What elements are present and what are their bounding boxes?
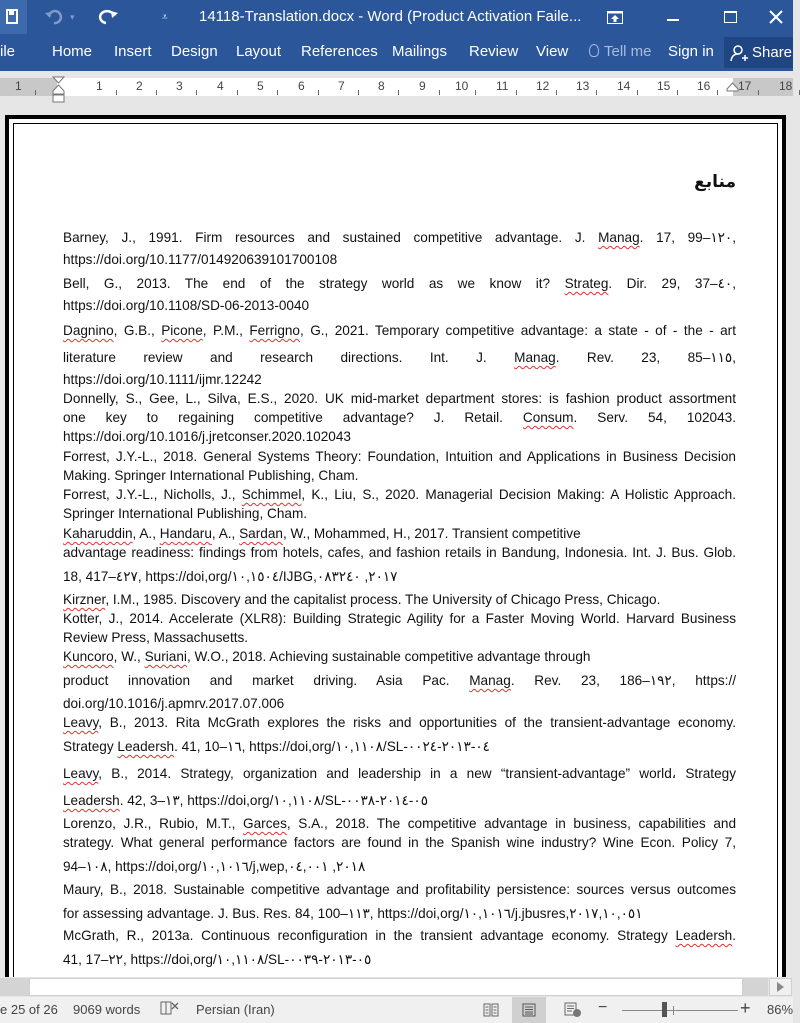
- text-run: . Rev. 23, 186–١٩٢, https://: [510, 673, 737, 688]
- text-run: , P.M.,: [202, 323, 250, 338]
- read-mode-icon: [483, 1003, 499, 1017]
- reference-line[interactable]: [63, 834, 736, 853]
- tell-me-box[interactable]: [589, 43, 652, 60]
- window-title: 14118-Translation.docx - Word (Product Activation Faile...: [199, 8, 582, 25]
- text-run: Kotter, J., 2014. Accelerate (XLR8): Building Strategic Agility for a Faster Moving World. Harvard Business: [63, 611, 736, 626]
- text-run: , A.,: [211, 526, 240, 541]
- tab-references[interactable]: References: [301, 43, 378, 60]
- ruler-tick: [637, 90, 638, 95]
- misspelled-word: Leavy: [63, 715, 99, 730]
- ruler-label: 4: [217, 79, 224, 93]
- ruler-tick: [196, 90, 197, 95]
- text-run: McGrath, R., 2013a. Continuous reconfiguration in the transient advantage economy. Strategy: [63, 928, 676, 943]
- ruler-label: 2: [136, 79, 143, 93]
- misspelled-word: Consum: [522, 410, 574, 425]
- ruler-tick: [237, 90, 238, 95]
- share-label: Share: [752, 44, 793, 61]
- reference-line[interactable]: [63, 428, 736, 447]
- text-run: 41, 17–٢٢, https://doi,org/١٠,١١٠٨/SL-٠٥-٢٠١٣-٠٠٣٩: [63, 952, 372, 967]
- misspelled-word: Strateg: [564, 276, 609, 291]
- close-button[interactable]: [758, 0, 793, 34]
- text-run: Forrest, J.Y.-L., 2018. General Systems Theory: Foundation, Intuition and Applications in Business Decision: [63, 449, 736, 464]
- reference-line[interactable]: [63, 695, 736, 714]
- text-run: https://doi.org/10.1177/014920639101700108: [63, 252, 338, 267]
- ruler-tick: [358, 90, 359, 95]
- ruler-labels: [0, 79, 793, 95]
- ruler-label: 7: [338, 79, 345, 93]
- save-button[interactable]: [0, 0, 27, 34]
- ruler-label: 14: [617, 79, 631, 93]
- customize-qat-icon: ⩡: [162, 11, 168, 23]
- tab-view[interactable]: View: [536, 43, 569, 60]
- misspelled-word: Manag: [514, 350, 556, 365]
- reference-line[interactable]: [63, 251, 736, 270]
- right-indent-marker[interactable]: [726, 82, 739, 92]
- ruler-tick: [717, 90, 718, 95]
- tab-design[interactable]: Design: [171, 43, 218, 60]
- reference-line[interactable]: [63, 610, 736, 629]
- tab-mailings[interactable]: Mailings: [392, 43, 448, 60]
- reference-line[interactable]: [63, 322, 736, 341]
- misspelled-word: Sardan: [239, 526, 283, 541]
- ruler-label: 1: [15, 79, 22, 93]
- ruler-label: 15: [657, 79, 671, 93]
- text-run: Springer International Publishing, Cham.: [63, 506, 308, 521]
- misspelled-word: Suriani: [144, 649, 187, 664]
- misspelled-word: Leadersh: [63, 793, 120, 808]
- ruler-label: 16: [697, 79, 711, 93]
- ruler-label: 12: [536, 79, 550, 93]
- text-run: doi.org/10.1016/j.apmrv.2017.07.006: [63, 696, 285, 711]
- language-indicator[interactable]: Persian (Iran): [196, 1002, 275, 1017]
- proofing-icon: [160, 1000, 179, 1016]
- scroll-right-button[interactable]: [769, 978, 792, 996]
- ruler-label: 11: [496, 79, 509, 93]
- redo-icon: [98, 9, 120, 25]
- text-run: Review Press, Massachusetts.: [63, 630, 249, 645]
- ruler-tick: [116, 90, 117, 95]
- text-run: for assessing advantage. J. Bus. Res. 84, 100–١١٣, https://doi,org/١٠,١٠١٦/j.jbusres,٢٠١٧,١٠,٠٥١: [63, 906, 643, 921]
- reference-line[interactable]: [63, 371, 736, 390]
- minimize-icon: [667, 19, 679, 21]
- text-run: . Rev. 23, 85–١١٥,: [555, 350, 736, 365]
- web-layout-button[interactable]: [556, 997, 590, 1023]
- ruler-label: 1: [96, 79, 103, 93]
- ruler-label: 5: [257, 79, 264, 93]
- text-run: strategy. What general performance factors are found in the Spanish wine industry? Wine Econ. Policy 7,: [63, 835, 736, 850]
- reference-line[interactable]: [63, 229, 736, 248]
- text-run: , K., Liu, S., 2020. Managerial Decision Making: A Holistic Approach.: [301, 487, 736, 502]
- text-run: https://doi.org/10.1016/j.jretconser.2020.102043: [63, 429, 351, 444]
- text-run: Donnelly, S., Gee, L., Silva, E.S., 2020. UK mid-market department stores: is fashion product assortment: [63, 391, 736, 406]
- share-button[interactable]: [724, 37, 793, 68]
- text-run: Making. Springer International Publishing, Cham.: [63, 468, 359, 483]
- ruler-tick: [677, 90, 678, 95]
- text-run: , A.,: [132, 526, 160, 541]
- reference-line[interactable]: [63, 591, 736, 610]
- reference-line[interactable]: [63, 390, 736, 409]
- text-run: https://doi.org/10.1108/SD-06-2013-0040: [63, 298, 310, 313]
- reference-line[interactable]: [63, 486, 736, 505]
- reference-line[interactable]: [63, 467, 736, 486]
- close-icon: [769, 10, 783, 24]
- text-run: , S.A., 2018. The competitive advantage in business, capabilities and: [286, 816, 736, 831]
- reference-line[interactable]: [63, 881, 736, 900]
- person-add-icon: [730, 44, 748, 62]
- text-run: . Serv. 54, 102043.: [573, 410, 736, 425]
- misspelled-word: Dagnino: [63, 323, 114, 338]
- reference-line[interactable]: [63, 505, 736, 524]
- ruler-label: 10: [455, 79, 469, 93]
- reference-line[interactable]: [63, 792, 736, 811]
- reference-line[interactable]: [63, 951, 736, 970]
- minimize-button[interactable]: [650, 0, 696, 34]
- print-layout-icon: [522, 1003, 536, 1017]
- maximize-icon: [724, 11, 737, 23]
- reference-line[interactable]: [63, 349, 736, 368]
- ruler-tick: [318, 90, 319, 95]
- scroll-track[interactable]: [29, 978, 743, 996]
- lightbulb-icon: [589, 44, 599, 57]
- misspelled-word: Manag: [469, 673, 511, 688]
- ruler-label: 13: [576, 79, 590, 93]
- text-run: Barney, J., 1991. Firm resources and sustained competitive advantage. J.: [63, 230, 599, 245]
- document-page[interactable]: [5, 115, 786, 1015]
- text-run: . 41, 10–١٦, https://doi,org/١٠,١١٠٨/SL-٠٤-٢٠١٣-٠٠٢٤: [174, 739, 490, 754]
- web-layout-icon: [564, 1002, 582, 1018]
- misspelled-word: Garces: [243, 816, 287, 831]
- word-count[interactable]: 9069 words: [73, 1002, 141, 1017]
- misspelled-word: Kirzner: [63, 592, 106, 607]
- text-run: , W.,: [113, 649, 145, 664]
- reference-line[interactable]: [63, 672, 736, 691]
- ruler-tick: [156, 90, 157, 95]
- zoom-level[interactable]: 86%: [767, 1002, 794, 1017]
- reference-line[interactable]: [63, 568, 736, 587]
- misspelled-word: Kuncoro: [63, 649, 114, 664]
- ruler-tick: [758, 90, 759, 95]
- text-run: Bell, G., 2013. The end of the strategy world as we know it?: [63, 276, 565, 291]
- misspelled-word: Leavy: [63, 766, 99, 781]
- ruler-label: 18: [779, 79, 793, 93]
- ruler-tick: [277, 90, 278, 95]
- text-run: . 17, 99–١٢٠,: [639, 230, 736, 245]
- title-bar: [0, 0, 793, 34]
- read-mode-button[interactable]: [474, 997, 508, 1023]
- undo-button[interactable]: [44, 0, 75, 34]
- ruler-label: 9: [419, 79, 426, 93]
- text-run: , G.B.,: [113, 323, 162, 338]
- reference-line[interactable]: [63, 815, 736, 834]
- status-bar: [0, 997, 793, 1023]
- misspelled-word: Ferrigno: [249, 323, 300, 338]
- text-run: , W.O., 2018. Achieving sustainable competitive advantage through: [186, 649, 591, 664]
- scroll-left-area: [0, 978, 29, 996]
- misspelled-word: Leadersh: [117, 739, 175, 754]
- text-run: , B., 2014. Strategy, organization and leadership in a new “transient-advantage” world، Strategy: [98, 766, 736, 781]
- ruler-label: 3: [176, 79, 183, 93]
- reference-line[interactable]: [63, 905, 736, 924]
- sign-in-link[interactable]: Sign in: [668, 43, 714, 60]
- customize-qat-button[interactable]: [162, 0, 168, 34]
- zoom-out-button[interactable]: −: [598, 999, 608, 1016]
- reference-line[interactable]: [63, 927, 736, 946]
- maximize-button[interactable]: [707, 0, 753, 34]
- redo-button[interactable]: [98, 0, 120, 34]
- text-run: literature review and research directions. Int. J.: [63, 350, 515, 365]
- document-canvas[interactable]: [0, 105, 793, 977]
- references-heading: منابع: [694, 172, 736, 191]
- zoom-in-button[interactable]: +: [740, 998, 751, 1018]
- text-run: . 42, 3–١٣, https://doi,org/١٠,١١٠٨/SL-٠٥-٢٠١٤-٠٠٣٨: [119, 793, 428, 808]
- text-run: , I.M., 1985. Discovery and the capitalist process. The University of Chicago Press, Chicago.: [105, 592, 661, 607]
- tab-file[interactable]: ile: [0, 43, 16, 60]
- misspelled-word: Picone: [161, 323, 203, 338]
- ruler-tick: [596, 90, 597, 95]
- reference-line[interactable]: [63, 738, 736, 757]
- text-run: , G., 2021. Temporary competitive advantage: a state ‐ of ‐ the ‐ art: [300, 323, 736, 338]
- ruler-label: 8: [378, 79, 385, 93]
- misspelled-word: Manag: [598, 230, 640, 245]
- tab-review[interactable]: Review: [469, 43, 519, 60]
- proofing-button[interactable]: [160, 1000, 179, 1019]
- reference-line[interactable]: [63, 275, 736, 294]
- ruler-tick: [556, 90, 557, 95]
- text-run: , B., 2013. Rita McGrath explores the risks and opportunities of the transient-advantage economy.: [98, 715, 736, 730]
- text-run: Forrest, J.Y.-L., Nicholls, J.,: [63, 487, 242, 502]
- text-run: one key to regaining competitive advantage? J. Retail.: [63, 410, 523, 425]
- reference-line[interactable]: [63, 765, 736, 784]
- indent-markers-left[interactable]: [52, 76, 65, 106]
- text-run: advantage readiness: findings from hotels, cafes, and fashion retails in Bandung, Indonesia. Int. J. Bus. Glob.: [63, 545, 736, 560]
- ruler-tick: [439, 90, 440, 95]
- ribbon-tabs: [0, 34, 793, 71]
- misspelled-word: Kaharuddin: [63, 526, 133, 541]
- ruler-tick: [398, 90, 399, 95]
- reference-line[interactable]: [63, 544, 736, 563]
- tab-layout[interactable]: Layout: [236, 43, 282, 60]
- ruler-tick: [475, 90, 476, 95]
- ribbon-display-icon: [607, 11, 623, 24]
- ruler-tick: [35, 90, 36, 95]
- text-run: 94–١٠٨, https://doi,org/١٠,١٠١٦/j,wep,٢٠١٨, ٠٤,٠٠١: [63, 859, 366, 874]
- misspelled-word: Schimmel: [241, 487, 302, 502]
- text-run: product innovation and market driving. Asia Pac.: [63, 673, 470, 688]
- reference-line[interactable]: [63, 714, 736, 733]
- reference-line[interactable]: [63, 648, 736, 667]
- reference-line[interactable]: [63, 858, 736, 877]
- zoom-slider-center-mark: [673, 1006, 674, 1015]
- text-run: . Dir. 29, 37–٤٠,: [608, 276, 736, 291]
- zoom-slider-track[interactable]: [622, 1010, 738, 1011]
- text-run: Lorenzo, J.R., Rubio, M.T.,: [63, 816, 244, 831]
- text-run: .: [732, 928, 736, 943]
- undo-icon: [44, 9, 64, 25]
- arrow-right-icon: [777, 982, 784, 992]
- ruler-tick: [516, 90, 517, 95]
- text-run: Strategy: [63, 739, 118, 754]
- ribbon-display-options-button[interactable]: [592, 0, 638, 34]
- reference-line[interactable]: [63, 629, 736, 648]
- reference-line[interactable]: [63, 409, 736, 428]
- misspelled-word: Handaru: [159, 526, 212, 541]
- tell-me-label: Tell me: [604, 43, 652, 60]
- horizontal-ruler[interactable]: [0, 72, 793, 105]
- misspelled-word: Leadersh: [675, 928, 733, 943]
- tab-home[interactable]: Home: [52, 43, 93, 60]
- zoom-slider-thumb[interactable]: [662, 1002, 667, 1017]
- reference-line[interactable]: [63, 448, 736, 467]
- horizontal-scrollbar[interactable]: [0, 977, 793, 997]
- text-run: Maury, B., 2018. Sustainable competitive advantage and profitability persistence: sources versus outcomes: [63, 882, 736, 897]
- text-run: https://doi.org/10.1111/ijmr.12242: [63, 372, 262, 387]
- reference-line[interactable]: [63, 297, 736, 316]
- page-count[interactable]: e 25 of 26: [0, 1002, 58, 1017]
- ruler-label: 17: [738, 79, 752, 93]
- ruler-label: 6: [298, 79, 305, 93]
- text-run: 18, 417–٤٢٧, https://doi,org/١٠,١٥٠٤/IJBG,٢٠١٧, ٠٨٣٢٤٠: [63, 569, 398, 584]
- print-layout-button[interactable]: [512, 997, 546, 1023]
- undo-dropdown-icon[interactable]: ▾: [70, 11, 75, 22]
- reference-line[interactable]: [63, 525, 736, 544]
- text-run: , W., Mohammed, H., 2017. Transient competitive: [282, 526, 581, 541]
- save-icon: [7, 9, 21, 25]
- tab-insert[interactable]: Insert: [114, 43, 152, 60]
- scroll-right-area: [743, 978, 768, 996]
